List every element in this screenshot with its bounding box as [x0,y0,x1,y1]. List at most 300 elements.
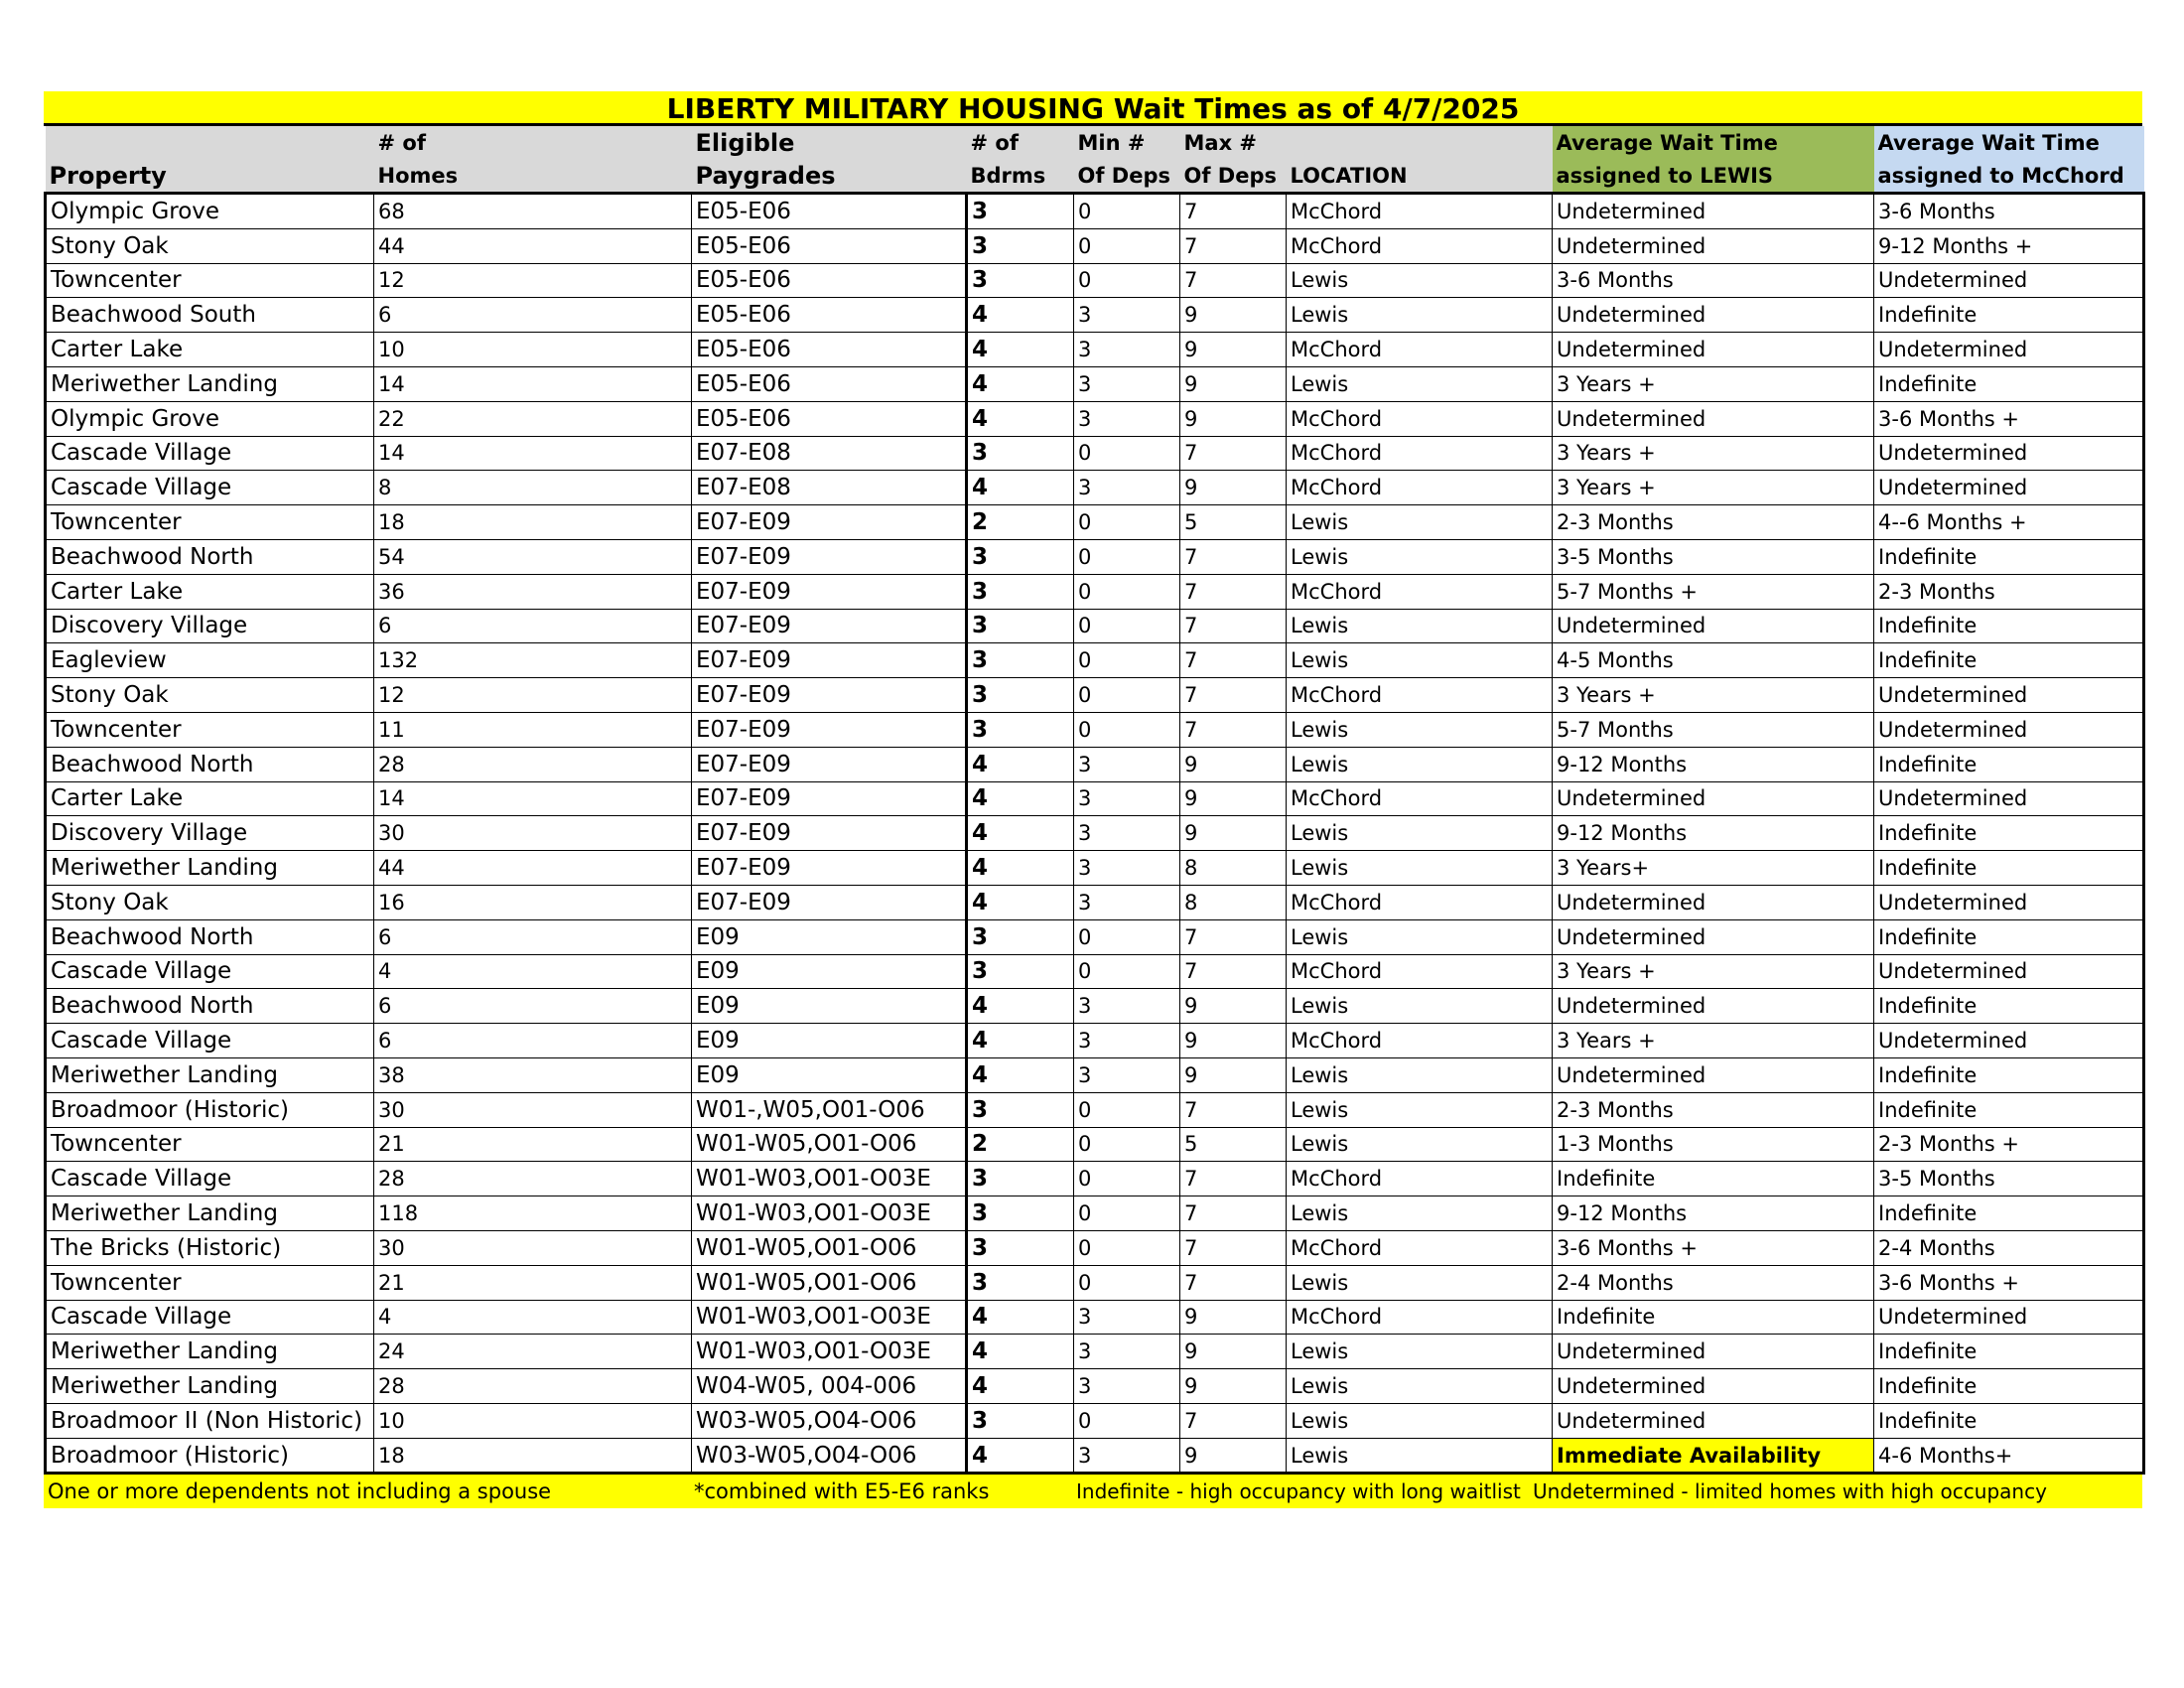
cell-homes: 12 [374,678,692,713]
cell-paygrades: E07-E09 [692,747,967,781]
cell-location: McChord [1287,1300,1553,1335]
cell-paygrades: E09 [692,954,967,989]
cell-property: Towncenter [46,712,374,747]
cell-min-deps: 3 [1074,366,1180,401]
cell-bedrooms: 3 [967,1092,1074,1127]
cell-wait-mcchord: 3-6 Months + [1874,401,2144,436]
cell-paygrades: W01-W05,O01-O06 [692,1265,967,1300]
cell-homes: 21 [374,1265,692,1300]
cell-paygrades: E05-E06 [692,298,967,333]
cell-paygrades: W01-W03,O01-O03E [692,1300,967,1335]
header-property-top [46,126,374,159]
cell-max-deps: 9 [1180,1300,1287,1335]
cell-homes: 8 [374,471,692,505]
cell-max-deps: 7 [1180,954,1287,989]
cell-paygrades: E07-E09 [692,609,967,643]
table-row [46,816,2144,851]
cell-min-deps: 3 [1074,747,1180,781]
cell-max-deps: 9 [1180,1024,1287,1058]
cell-paygrades: E09 [692,1024,967,1058]
cell-paygrades: E09 [692,919,967,954]
cell-min-deps: 3 [1074,401,1180,436]
cell-homes: 28 [374,747,692,781]
table-row [46,539,2144,574]
cell-max-deps: 7 [1180,539,1287,574]
table-row [46,609,2144,643]
cell-location: Lewis [1287,1335,1553,1369]
cell-location: Lewis [1287,366,1553,401]
cell-wait-mcchord: Undetermined [1874,885,2144,919]
cell-wait-lewis: 9-12 Months [1553,816,1874,851]
cell-wait-mcchord: Undetermined [1874,781,2144,816]
header-homes: Homes [374,159,692,194]
cell-wait-lewis: 3-6 Months + [1553,1230,1874,1265]
cell-property: Stony Oak [46,678,374,713]
cell-bedrooms: 3 [967,194,1074,229]
cell-property: Meriwether Landing [46,1335,374,1369]
cell-location: Lewis [1287,1057,1553,1092]
header-bdrms: Bdrms [967,159,1074,194]
cell-property: Towncenter [46,263,374,298]
table-row [46,989,2144,1024]
cell-homes: 14 [374,366,692,401]
table-row [46,228,2144,263]
cell-homes: 14 [374,436,692,471]
cell-bedrooms: 3 [967,643,1074,678]
cell-min-deps: 0 [1074,643,1180,678]
cell-location: Lewis [1287,1438,1553,1474]
cell-bedrooms: 2 [967,505,1074,540]
cell-wait-mcchord: Undetermined [1874,263,2144,298]
table-row [46,333,2144,367]
cell-location: McChord [1287,1024,1553,1058]
cell-wait-mcchord: Indefinite [1874,366,2144,401]
cell-wait-lewis: 3 Years + [1553,436,1874,471]
cell-bedrooms: 4 [967,1369,1074,1404]
cell-bedrooms: 3 [967,436,1074,471]
cell-paygrades: E07-E09 [692,574,967,609]
cell-wait-mcchord: 4-6 Months+ [1874,1438,2144,1474]
cell-property: Meriwether Landing [46,1196,374,1231]
cell-wait-mcchord: Undetermined [1874,678,2144,713]
cell-paygrades: W01-,W05,O01-O06 [692,1092,967,1127]
cell-homes: 6 [374,298,692,333]
cell-max-deps: 9 [1180,401,1287,436]
cell-location: Lewis [1287,1403,1553,1438]
cell-wait-mcchord: 3-5 Months [1874,1162,2144,1196]
cell-property: Beachwood North [46,989,374,1024]
header-property: Property [46,159,374,194]
cell-homes: 10 [374,1403,692,1438]
cell-min-deps: 3 [1074,851,1180,886]
cell-wait-lewis: Undetermined [1553,781,1874,816]
table-row [46,194,2144,229]
table-row [46,919,2144,954]
cell-homes: 6 [374,989,692,1024]
cell-property: Cascade Village [46,436,374,471]
cell-location: Lewis [1287,816,1553,851]
cell-homes: 118 [374,1196,692,1231]
cell-wait-mcchord: Undetermined [1874,471,2144,505]
cell-paygrades: W03-W05,O04-O06 [692,1403,967,1438]
cell-homes: 28 [374,1162,692,1196]
cell-paygrades: E07-E09 [692,816,967,851]
cell-wait-mcchord: Indefinite [1874,851,2144,886]
cell-homes: 36 [374,574,692,609]
cell-max-deps: 5 [1180,505,1287,540]
cell-paygrades: E07-E09 [692,781,967,816]
cell-homes: 21 [374,1127,692,1162]
cell-min-deps: 3 [1074,1057,1180,1092]
cell-property: Towncenter [46,505,374,540]
cell-location: Lewis [1287,263,1553,298]
cell-property: Broadmoor (Historic) [46,1092,374,1127]
cell-max-deps: 9 [1180,1438,1287,1474]
cell-wait-lewis: Indefinite [1553,1162,1874,1196]
cell-max-deps: 9 [1180,781,1287,816]
cell-homes: 30 [374,1092,692,1127]
cell-max-deps: 9 [1180,1335,1287,1369]
table-row [46,1265,2144,1300]
cell-bedrooms: 3 [967,954,1074,989]
cell-bedrooms: 4 [967,1335,1074,1369]
cell-paygrades: E05-E06 [692,263,967,298]
cell-wait-lewis: Undetermined [1553,1403,1874,1438]
cell-max-deps: 8 [1180,885,1287,919]
cell-bedrooms: 4 [967,298,1074,333]
header-location-top [1287,126,1553,159]
header-row-2 [46,159,2144,194]
cell-wait-mcchord: Indefinite [1874,609,2144,643]
cell-wait-mcchord: Indefinite [1874,643,2144,678]
cell-paygrades: W03-W05,O04-O06 [692,1438,967,1474]
table-row [46,471,2144,505]
cell-min-deps: 3 [1074,781,1180,816]
cell-property: Olympic Grove [46,401,374,436]
cell-property: Eagleview [46,643,374,678]
cell-location: Lewis [1287,1092,1553,1127]
cell-wait-lewis: 3 Years + [1553,471,1874,505]
cell-max-deps: 9 [1180,366,1287,401]
header-lewis-wait: assigned to LEWIS [1553,159,1874,194]
cell-paygrades: E05-E06 [692,401,967,436]
cell-property: Broadmoor (Historic) [46,1438,374,1474]
cell-wait-mcchord: Undetermined [1874,1024,2144,1058]
cell-min-deps: 0 [1074,678,1180,713]
cell-wait-lewis: Undetermined [1553,228,1874,263]
cell-wait-mcchord: 4--6 Months + [1874,505,2144,540]
cell-max-deps: 7 [1180,1403,1287,1438]
cell-bedrooms: 4 [967,1057,1074,1092]
cell-property: The Bricks (Historic) [46,1230,374,1265]
cell-property: Beachwood North [46,539,374,574]
cell-min-deps: 3 [1074,816,1180,851]
table-row [46,643,2144,678]
cell-min-deps: 0 [1074,609,1180,643]
cell-bedrooms: 4 [967,471,1074,505]
cell-wait-mcchord: 3-6 Months + [1874,1265,2144,1300]
cell-paygrades: W01-W05,O01-O06 [692,1230,967,1265]
cell-property: Stony Oak [46,885,374,919]
header-paygrades-top: Eligible [692,126,967,159]
cell-min-deps: 0 [1074,228,1180,263]
header-mcchord-wait-top: Average Wait Time [1874,126,2144,159]
cell-bedrooms: 3 [967,1196,1074,1231]
cell-location: Lewis [1287,298,1553,333]
cell-location: Lewis [1287,1265,1553,1300]
header-homes-top: # of [374,126,692,159]
cell-max-deps: 9 [1180,1057,1287,1092]
table-row [46,298,2144,333]
cell-max-deps: 9 [1180,1369,1287,1404]
cell-bedrooms: 2 [967,1127,1074,1162]
table-row [46,885,2144,919]
cell-paygrades: E07-E09 [692,712,967,747]
cell-min-deps: 0 [1074,1162,1180,1196]
cell-wait-mcchord: Undetermined [1874,333,2144,367]
table-row [46,1196,2144,1231]
table-row [46,1092,2144,1127]
cell-homes: 28 [374,1369,692,1404]
cell-wait-lewis: 3-5 Months [1553,539,1874,574]
header-location: LOCATION [1287,159,1553,194]
cell-location: McChord [1287,194,1553,229]
cell-paygrades: E05-E06 [692,228,967,263]
cell-max-deps: 7 [1180,712,1287,747]
cell-wait-mcchord: Indefinite [1874,1335,2144,1369]
table-row [46,678,2144,713]
header-bdrms-top: # of [967,126,1074,159]
header-min-deps-top: Min # [1074,126,1180,159]
table-row [46,712,2144,747]
cell-wait-lewis: 3 Years + [1553,954,1874,989]
cell-location: McChord [1287,228,1553,263]
cell-wait-lewis: Undetermined [1553,1369,1874,1404]
cell-max-deps: 7 [1180,1230,1287,1265]
cell-wait-lewis: Immediate Availability [1553,1438,1874,1474]
table-row [46,747,2144,781]
cell-paygrades: E09 [692,989,967,1024]
sheet-title: LIBERTY MILITARY HOUSING Wait Times as of 4/7/2025 [44,91,2142,126]
cell-wait-mcchord: 9-12 Months + [1874,228,2144,263]
table-row [46,263,2144,298]
cell-wait-lewis: 3 Years+ [1553,851,1874,886]
cell-wait-mcchord: Indefinite [1874,989,2144,1024]
cell-homes: 16 [374,885,692,919]
cell-wait-mcchord: Indefinite [1874,1057,2144,1092]
cell-paygrades: E05-E06 [692,194,967,229]
table-row [46,1057,2144,1092]
cell-min-deps: 0 [1074,263,1180,298]
cell-paygrades: W01-W05,O01-O06 [692,1127,967,1162]
cell-max-deps: 7 [1180,609,1287,643]
cell-wait-mcchord: 2-3 Months [1874,574,2144,609]
footer-note-undetermined: Undetermined - limited homes with high occupancy [1533,1479,2047,1504]
cell-homes: 14 [374,781,692,816]
cell-bedrooms: 3 [967,1162,1074,1196]
cell-bedrooms: 3 [967,228,1074,263]
cell-wait-lewis: Undetermined [1553,298,1874,333]
cell-wait-lewis: Undetermined [1553,1057,1874,1092]
cell-bedrooms: 4 [967,851,1074,886]
header-lewis-wait-top: Average Wait Time [1553,126,1874,159]
cell-property: Towncenter [46,1265,374,1300]
header-paygrades: Paygrades [692,159,967,194]
cell-homes: 44 [374,228,692,263]
cell-paygrades: E07-E09 [692,851,967,886]
housing-wait-times-sheet [44,91,2142,1508]
cell-bedrooms: 3 [967,263,1074,298]
cell-bedrooms: 3 [967,712,1074,747]
cell-bedrooms: 3 [967,919,1074,954]
cell-paygrades: E05-E06 [692,366,967,401]
cell-bedrooms: 4 [967,366,1074,401]
cell-property: Discovery Village [46,816,374,851]
cell-min-deps: 3 [1074,333,1180,367]
cell-wait-lewis: 3-6 Months [1553,263,1874,298]
cell-max-deps: 7 [1180,1265,1287,1300]
table-row [46,1403,2144,1438]
cell-max-deps: 7 [1180,228,1287,263]
cell-bedrooms: 4 [967,333,1074,367]
cell-max-deps: 7 [1180,574,1287,609]
footer-note-combined: *combined with E5-E6 ranks [694,1479,990,1504]
cell-max-deps: 7 [1180,1196,1287,1231]
table-row [46,401,2144,436]
cell-min-deps: 3 [1074,1438,1180,1474]
table-row [46,1024,2144,1058]
cell-homes: 18 [374,1438,692,1474]
cell-bedrooms: 4 [967,747,1074,781]
cell-property: Beachwood North [46,919,374,954]
cell-max-deps: 7 [1180,1092,1287,1127]
cell-paygrades: W04-W05, 004-006 [692,1369,967,1404]
cell-property: Cascade Village [46,954,374,989]
cell-homes: 38 [374,1057,692,1092]
cell-min-deps: 0 [1074,436,1180,471]
cell-homes: 12 [374,263,692,298]
table-row [46,366,2144,401]
cell-paygrades: E07-E08 [692,471,967,505]
cell-bedrooms: 3 [967,1265,1074,1300]
cell-max-deps: 7 [1180,919,1287,954]
cell-wait-mcchord: Indefinite [1874,816,2144,851]
cell-bedrooms: 3 [967,678,1074,713]
cell-paygrades: W01-W03,O01-O03E [692,1196,967,1231]
cell-max-deps: 7 [1180,436,1287,471]
table-body [46,194,2144,1474]
cell-min-deps: 0 [1074,1092,1180,1127]
cell-wait-mcchord: Indefinite [1874,1092,2144,1127]
cell-property: Towncenter [46,1127,374,1162]
cell-wait-mcchord: Indefinite [1874,919,2144,954]
cell-max-deps: 9 [1180,747,1287,781]
cell-wait-lewis: 3 Years + [1553,678,1874,713]
cell-wait-lewis: Undetermined [1553,989,1874,1024]
cell-wait-mcchord: Undetermined [1874,436,2144,471]
cell-min-deps: 3 [1074,989,1180,1024]
cell-min-deps: 3 [1074,1335,1180,1369]
cell-property: Carter Lake [46,333,374,367]
cell-bedrooms: 3 [967,1403,1074,1438]
cell-property: Meriwether Landing [46,1369,374,1404]
table-row [46,851,2144,886]
cell-location: Lewis [1287,1127,1553,1162]
cell-property: Beachwood North [46,747,374,781]
cell-min-deps: 0 [1074,919,1180,954]
cell-wait-mcchord: Indefinite [1874,747,2144,781]
cell-wait-mcchord: 2-4 Months [1874,1230,2144,1265]
cell-min-deps: 3 [1074,298,1180,333]
cell-wait-lewis: Undetermined [1553,885,1874,919]
cell-property: Cascade Village [46,1162,374,1196]
cell-min-deps: 0 [1074,574,1180,609]
cell-homes: 6 [374,609,692,643]
table-row [46,1300,2144,1335]
cell-max-deps: 7 [1180,194,1287,229]
cell-location: McChord [1287,781,1553,816]
cell-homes: 4 [374,954,692,989]
table-row [46,1438,2144,1474]
cell-paygrades: W01-W03,O01-O03E [692,1335,967,1369]
cell-min-deps: 0 [1074,1127,1180,1162]
cell-homes: 18 [374,505,692,540]
header-mcchord-wait: assigned to McChord [1874,159,2144,194]
cell-location: Lewis [1287,747,1553,781]
cell-paygrades: E05-E06 [692,333,967,367]
cell-max-deps: 8 [1180,851,1287,886]
cell-location: McChord [1287,574,1553,609]
cell-location: Lewis [1287,609,1553,643]
cell-location: Lewis [1287,505,1553,540]
cell-wait-mcchord: Undetermined [1874,1300,2144,1335]
cell-min-deps: 3 [1074,1024,1180,1058]
cell-min-deps: 3 [1074,1369,1180,1404]
cell-max-deps: 7 [1180,643,1287,678]
cell-paygrades: E07-E09 [692,643,967,678]
cell-min-deps: 3 [1074,1300,1180,1335]
cell-bedrooms: 3 [967,574,1074,609]
header-min-deps: Of Deps [1074,159,1180,194]
cell-paygrades: E09 [692,1057,967,1092]
cell-location: Lewis [1287,643,1553,678]
cell-location: McChord [1287,1162,1553,1196]
cell-wait-mcchord: Indefinite [1874,298,2144,333]
cell-wait-lewis: Undetermined [1553,1335,1874,1369]
cell-paygrades: E07-E09 [692,678,967,713]
cell-wait-mcchord: Undetermined [1874,954,2144,989]
cell-min-deps: 0 [1074,539,1180,574]
header-max-deps-top: Max # [1180,126,1287,159]
cell-bedrooms: 4 [967,885,1074,919]
cell-paygrades: E07-E09 [692,539,967,574]
table-row [46,574,2144,609]
cell-wait-mcchord: Undetermined [1874,712,2144,747]
cell-bedrooms: 4 [967,816,1074,851]
cell-location: McChord [1287,885,1553,919]
cell-max-deps: 9 [1180,333,1287,367]
cell-bedrooms: 3 [967,1230,1074,1265]
table-row [46,781,2144,816]
cell-wait-lewis: Undetermined [1553,919,1874,954]
cell-paygrades: W01-W03,O01-O03E [692,1162,967,1196]
cell-location: McChord [1287,1230,1553,1265]
cell-bedrooms: 4 [967,1300,1074,1335]
cell-location: McChord [1287,954,1553,989]
cell-property: Meriwether Landing [46,1057,374,1092]
cell-wait-lewis: 1-3 Months [1553,1127,1874,1162]
cell-bedrooms: 3 [967,609,1074,643]
